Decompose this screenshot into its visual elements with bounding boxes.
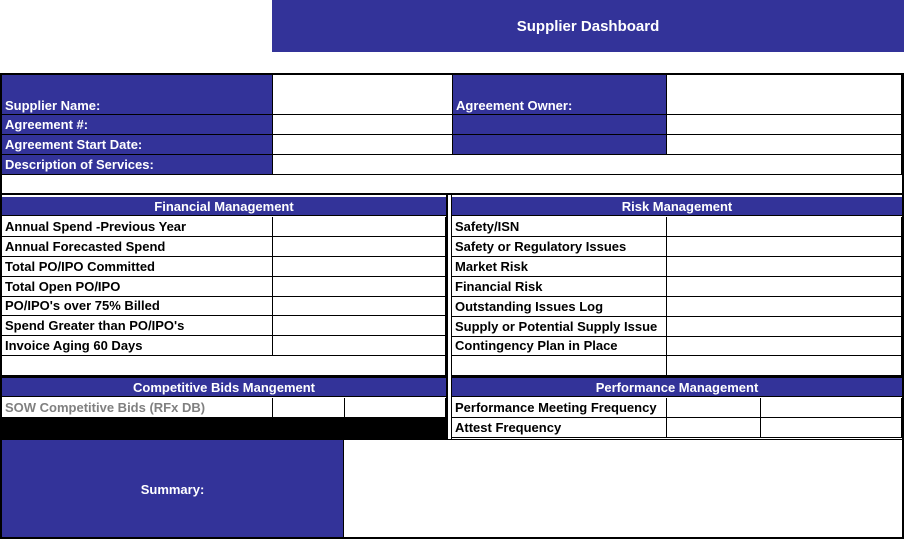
risk-row-value[interactable] — [667, 336, 902, 356]
risk-row-label: Safety or Regulatory Issues — [452, 237, 667, 257]
financial-row-label: Invoice Aging 60 Days — [2, 336, 273, 356]
financial-row-label: Total PO/IPO Committed — [2, 257, 273, 277]
financial-row-label: Annual Spend -Previous Year — [2, 217, 273, 237]
bids-black-band — [2, 418, 446, 439]
agreement-num-label: Agreement #: — [2, 115, 273, 135]
financial-row-value[interactable] — [273, 336, 446, 356]
sow-bids-field-1[interactable] — [273, 398, 345, 418]
agreement-start-field[interactable] — [273, 135, 453, 155]
performance-row-value-2[interactable] — [761, 418, 902, 438]
risk-row-label: Contingency Plan in Place — [452, 336, 667, 356]
risk-row-label: Supply or Potential Supply Issue — [452, 317, 667, 337]
agreement-num-field[interactable] — [273, 115, 453, 135]
agreement-owner-field[interactable] — [667, 75, 902, 115]
agreement-owner-field-3[interactable] — [667, 135, 902, 155]
agreement-owner-fill-2 — [453, 135, 667, 155]
financial-row-value[interactable] — [273, 316, 446, 336]
risk-header: Risk Management — [452, 197, 902, 216]
agreement-owner-field-2[interactable] — [667, 115, 902, 135]
agreement-start-label: Agreement Start Date: — [2, 135, 273, 155]
risk-row-value[interactable] — [667, 277, 902, 297]
risk-row-label: Market Risk — [452, 257, 667, 277]
financial-row-value[interactable] — [273, 277, 446, 297]
financial-row-label: Annual Forecasted Spend — [2, 237, 273, 257]
risk-spacer-left — [452, 356, 667, 376]
summary-field[interactable] — [344, 440, 902, 539]
performance-row-value-1[interactable] — [667, 418, 761, 438]
spacer-row — [2, 175, 902, 195]
financial-row-label: Total Open PO/IPO — [2, 277, 273, 297]
sow-bids-field-2[interactable] — [345, 398, 446, 418]
risk-row-value[interactable] — [667, 257, 902, 277]
risk-row-label: Financial Risk — [452, 277, 667, 297]
risk-row-value[interactable] — [667, 217, 902, 237]
supplier-name-label: Supplier Name: — [2, 75, 273, 115]
performance-row-value-2[interactable] — [761, 398, 902, 418]
description-label: Description of Services: — [2, 155, 273, 175]
supplier-name-field[interactable] — [273, 75, 453, 115]
performance-row-label: Performance Meeting Frequency — [452, 398, 667, 418]
risk-row-value[interactable] — [667, 317, 902, 337]
risk-row-label: Safety/ISN — [452, 217, 667, 237]
description-field[interactable] — [273, 155, 902, 175]
financial-row-value[interactable] — [273, 217, 446, 237]
risk-row-label: Outstanding Issues Log — [452, 297, 667, 317]
financial-row-value[interactable] — [273, 257, 446, 277]
risk-row-value[interactable] — [667, 297, 902, 317]
agreement-owner-label: Agreement Owner: — [453, 75, 667, 115]
performance-row-label: Attest Frequency — [452, 418, 667, 438]
sow-bids-label: SOW Competitive Bids (RFx DB) — [2, 398, 273, 418]
financial-header: Financial Management — [2, 197, 446, 216]
summary-label: Summary: — [2, 440, 344, 539]
financial-row-label: Spend Greater than PO/IPO's — [2, 316, 273, 336]
page-title: Supplier Dashboard — [272, 0, 904, 52]
bids-header: Competitive Bids Mangement — [2, 378, 446, 397]
agreement-owner-fill-1 — [453, 115, 667, 135]
performance-header: Performance Management — [452, 378, 902, 397]
financial-row-value[interactable] — [273, 237, 446, 257]
financial-spacer — [2, 356, 446, 376]
risk-spacer-right — [667, 356, 902, 376]
financial-row-value[interactable] — [273, 296, 446, 316]
risk-row-value[interactable] — [667, 237, 902, 257]
financial-row-label: PO/IPO's over 75% Billed — [2, 296, 273, 316]
performance-row-value-1[interactable] — [667, 398, 761, 418]
